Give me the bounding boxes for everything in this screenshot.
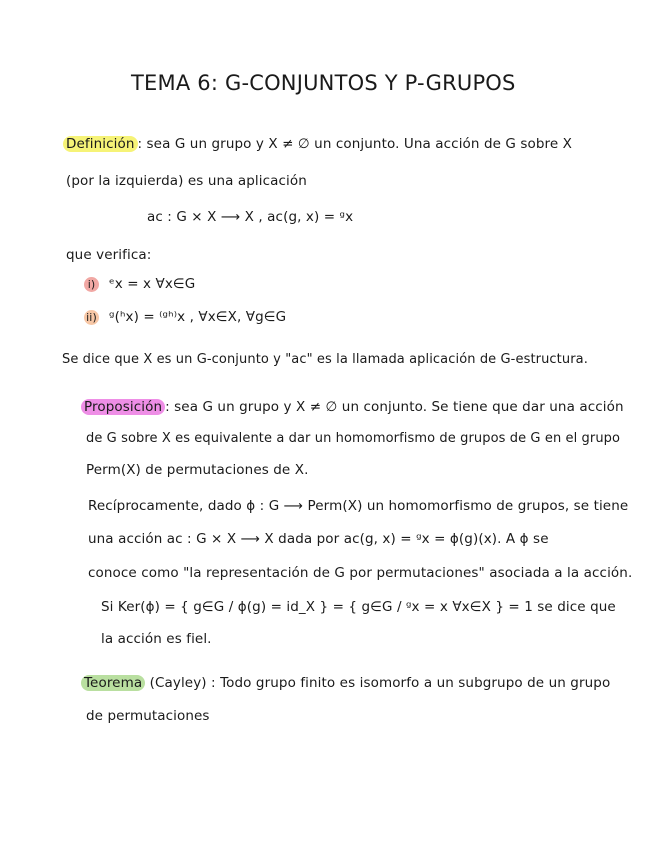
proposition-line-2: de G sobre X es equivalente a dar un homomorfismo de grupos de G en el grupo	[86, 431, 621, 446]
proposition-line-8: la acción es fiel.	[101, 631, 212, 647]
definition-line-2: (por la izquierda) es una aplicación	[66, 173, 307, 189]
definition-line-1	[66, 134, 572, 154]
proposition-line-7: Si Ker(ϕ) = { g∈G / ϕ(g) = id_X } = { g∈G / ᵍx = x ∀x∈X } = 1 se dice que	[101, 599, 616, 615]
property-item-i	[84, 274, 195, 294]
page-title: TEMA 6: G-CONJUNTOS Y P-GRUPOS	[131, 71, 516, 95]
definition-label: Definición	[63, 136, 138, 152]
proposition-line-4: Recíprocamente, dado ϕ : G ⟶ Perm(X) un homomorfismo de grupos, se tiene	[88, 498, 629, 514]
theorem-line-1	[84, 673, 610, 693]
proposition-line-1	[84, 397, 624, 417]
item-ii-text: ᵍ(ʰx) = ⁽ᵍʰ⁾x , ∀x∈X, ∀g∈G	[109, 309, 287, 325]
theorem-label: Teorema	[81, 675, 145, 691]
item-i-marker: i)	[84, 277, 99, 292]
item-ii-marker: ii)	[84, 310, 99, 325]
definition-formula: ac : G × X ⟶ X , ac(g, x) = ᵍx	[147, 209, 354, 225]
theorem-line-2: de permutaciones	[86, 708, 210, 724]
proposition-label: Proposición	[81, 399, 165, 415]
definition-text-1: : sea G un grupo y X ≠ ∅ un conjunto. Una acción de G sobre X	[137, 136, 573, 152]
definition-verifica: que verifica:	[66, 247, 152, 263]
theorem-text-1: (Cayley) : Todo grupo finito es isomorfo a un subgrupo de un grupo	[145, 675, 611, 691]
item-i-text: ᵉx = x ∀x∈G	[109, 276, 196, 292]
definition-conclusion: Se dice que X es un G-conjunto y "ac" es la llamada aplicación de G-estructura.	[62, 352, 588, 367]
proposition-text-1: : sea G un grupo y X ≠ ∅ un conjunto. Se tiene que dar una acción	[165, 399, 624, 415]
property-item-ii	[84, 307, 286, 327]
proposition-line-3: Perm(X) de permutaciones de X.	[86, 462, 309, 478]
proposition-line-5: una acción ac : G × X ⟶ X dada por ac(g, x) = ᵍx = ϕ(g)(x). A ϕ se	[88, 531, 549, 547]
proposition-line-6: conoce como "la representación de G por permutaciones" asociada a la acción.	[88, 565, 633, 581]
